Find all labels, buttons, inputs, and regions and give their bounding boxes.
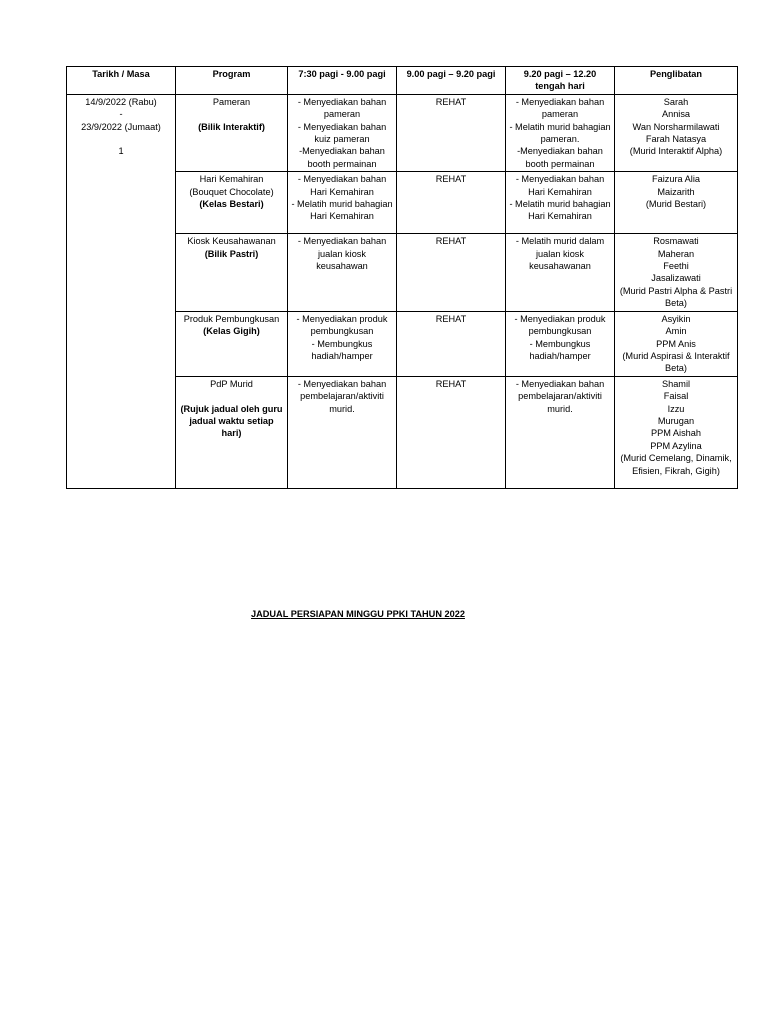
- task-line: - Melatih murid bahagian pameran.: [509, 121, 611, 145]
- slot3-cell: [506, 311, 615, 376]
- participant-line: Faisal: [663, 391, 689, 402]
- participant-line: Farah Natasya: [645, 134, 707, 145]
- slot3-cell: [506, 172, 615, 234]
- program-line: (Kelas Gigih): [203, 326, 260, 337]
- slot3-cell: [506, 376, 615, 488]
- participant-line: Izzu: [667, 403, 685, 414]
- participant-line: Maizarith: [657, 186, 695, 197]
- program-cell: [176, 376, 288, 488]
- task-line: - Menyediakan bahan jualan kiosk keusahawan: [297, 236, 387, 272]
- task-line: - Membungkus hadiah/hamper: [529, 338, 591, 361]
- header-slot-2: 9.00 pagi – 9.20 pagi: [397, 67, 506, 95]
- slot2-cell: [397, 234, 506, 311]
- participant-line: PPM Anis: [656, 338, 696, 349]
- slot3-cell: [506, 94, 615, 171]
- people-cell: [615, 172, 738, 234]
- program-cell: [176, 311, 288, 376]
- program-line: (Bilik Pastri): [204, 248, 259, 259]
- task-line: - Menyediakan bahan pembelajaran/aktiviti murid.: [515, 378, 605, 414]
- participant-line: Wan Norsharmilawati: [632, 121, 720, 132]
- date-end: 23/9/2022 (Jumaat): [81, 121, 161, 132]
- date-cell: [67, 94, 176, 488]
- participant-line: Amin: [665, 326, 687, 337]
- task-line: -Menyediakan bahan booth permainan: [299, 146, 385, 169]
- program-cell: [176, 234, 288, 311]
- participant-line: Asyikin: [661, 313, 691, 324]
- header-participants: Penglibatan: [615, 67, 738, 95]
- program-line: Produk Pembungkusan: [183, 313, 280, 324]
- program-cell: [176, 94, 288, 171]
- slot3-cell: [506, 234, 615, 311]
- participant-line: Murugan: [657, 415, 695, 426]
- program-line: (Bouquet Chocolate): [189, 186, 274, 197]
- program-line: Hari Kemahiran: [199, 174, 264, 185]
- participant-line: Shamil: [661, 378, 691, 389]
- people-cell: [615, 234, 738, 311]
- break-label: REHAT: [435, 313, 467, 324]
- header-program: Program: [176, 67, 288, 95]
- participant-line: PPM Azylina: [650, 440, 702, 451]
- break-label: REHAT: [435, 96, 467, 107]
- slot1-cell: [288, 311, 397, 376]
- table-header-row: [67, 67, 738, 95]
- participant-line: Feethi: [663, 261, 689, 272]
- header-slot-3: 9.20 pagi – 12.20 tengah hari: [506, 67, 615, 95]
- program-line: Kiosk Keusahawanan: [187, 236, 276, 247]
- program-cell: [176, 172, 288, 234]
- task-line: - Menyediakan produk pembungkusan: [296, 313, 388, 337]
- task-line: - Melatih murid bahagian Hari Kemahiran: [291, 199, 393, 222]
- task-line: - Menyediakan bahan pameran: [297, 96, 387, 120]
- task-line: - Menyediakan bahan pembelajaran/aktiviti murid.: [297, 378, 387, 414]
- participant-line: Rosmawati: [653, 236, 699, 247]
- participant-line: Maheran: [657, 248, 695, 259]
- people-cell: [615, 376, 738, 488]
- slot1-cell: [288, 172, 397, 234]
- task-line: -Menyediakan bahan booth permainan: [517, 146, 603, 169]
- participant-line: PPM Aishah: [650, 428, 702, 439]
- task-line: - Menyediakan bahan pameran: [515, 96, 605, 120]
- program-line: (Rujuk jadual oleh guru jadual waktu setiap hari): [180, 403, 283, 439]
- participant-line: (Murid Aspirasi & Interaktif Beta): [622, 350, 730, 374]
- participant-line: (Murid Interaktif Alpha): [629, 146, 723, 157]
- slot1-cell: [288, 94, 397, 171]
- participant-line: (Murid Pastri Alpha & Pastri Beta): [619, 285, 733, 309]
- schedule-table: [66, 66, 738, 489]
- participant-line: Annisa: [661, 109, 691, 120]
- document-title: JADUAL PERSIAPAN MINGGU PPKI TAHUN 2022: [251, 609, 465, 619]
- date-separator: -: [119, 109, 123, 120]
- date-start: 14/9/2022 (Rabu): [85, 96, 157, 107]
- task-line: - Melatih murid bahagian Hari Kemahiran: [509, 199, 611, 222]
- task-line: - Melatih murid dalam jualan kiosk keusahawanan: [515, 236, 605, 272]
- participant-line: Sarah: [663, 96, 689, 107]
- program-line: [179, 108, 284, 120]
- program-line: (Kelas Bestari): [199, 199, 264, 210]
- task-line: - Membungkus hadiah/hamper: [311, 338, 373, 361]
- program-line: PdP Murid: [210, 378, 253, 389]
- break-label: REHAT: [435, 378, 467, 389]
- slot2-cell: [397, 311, 506, 376]
- participant-line: (Murid Cemelang, Dinamik, Efisien, Fikrah, Gigih): [620, 453, 732, 476]
- break-label: REHAT: [435, 236, 467, 247]
- program-line: (Bilik Interaktif): [198, 121, 265, 132]
- people-cell: [615, 311, 738, 376]
- break-label: REHAT: [435, 174, 467, 185]
- participant-line: (Murid Bestari): [645, 199, 707, 210]
- task-line: - Menyediakan bahan Hari Kemahiran: [297, 174, 387, 197]
- header-date-time: Tarikh / Masa: [67, 67, 176, 95]
- people-cell: [615, 94, 738, 171]
- slot2-cell: [397, 376, 506, 488]
- task-line: - Menyediakan bahan Hari Kemahiran: [515, 174, 605, 197]
- program-line: Pameran: [212, 96, 251, 107]
- slot1-cell: [288, 234, 397, 311]
- header-slot-1: 7:30 pagi - 9.00 pagi: [288, 67, 397, 95]
- participant-line: Faizura Alia: [651, 174, 700, 185]
- table-row: [67, 94, 738, 171]
- slot1-cell: [288, 376, 397, 488]
- table-body: [67, 94, 738, 488]
- participant-line: Jasalizawati: [651, 273, 701, 284]
- program-line: [179, 390, 284, 402]
- slot2-cell: [397, 172, 506, 234]
- task-line: - Menyediakan produk pembungkusan: [514, 313, 606, 337]
- slot2-cell: [397, 94, 506, 171]
- week-number: 1: [118, 146, 124, 157]
- task-line: - Menyediakan bahan kuiz pameran: [297, 121, 387, 145]
